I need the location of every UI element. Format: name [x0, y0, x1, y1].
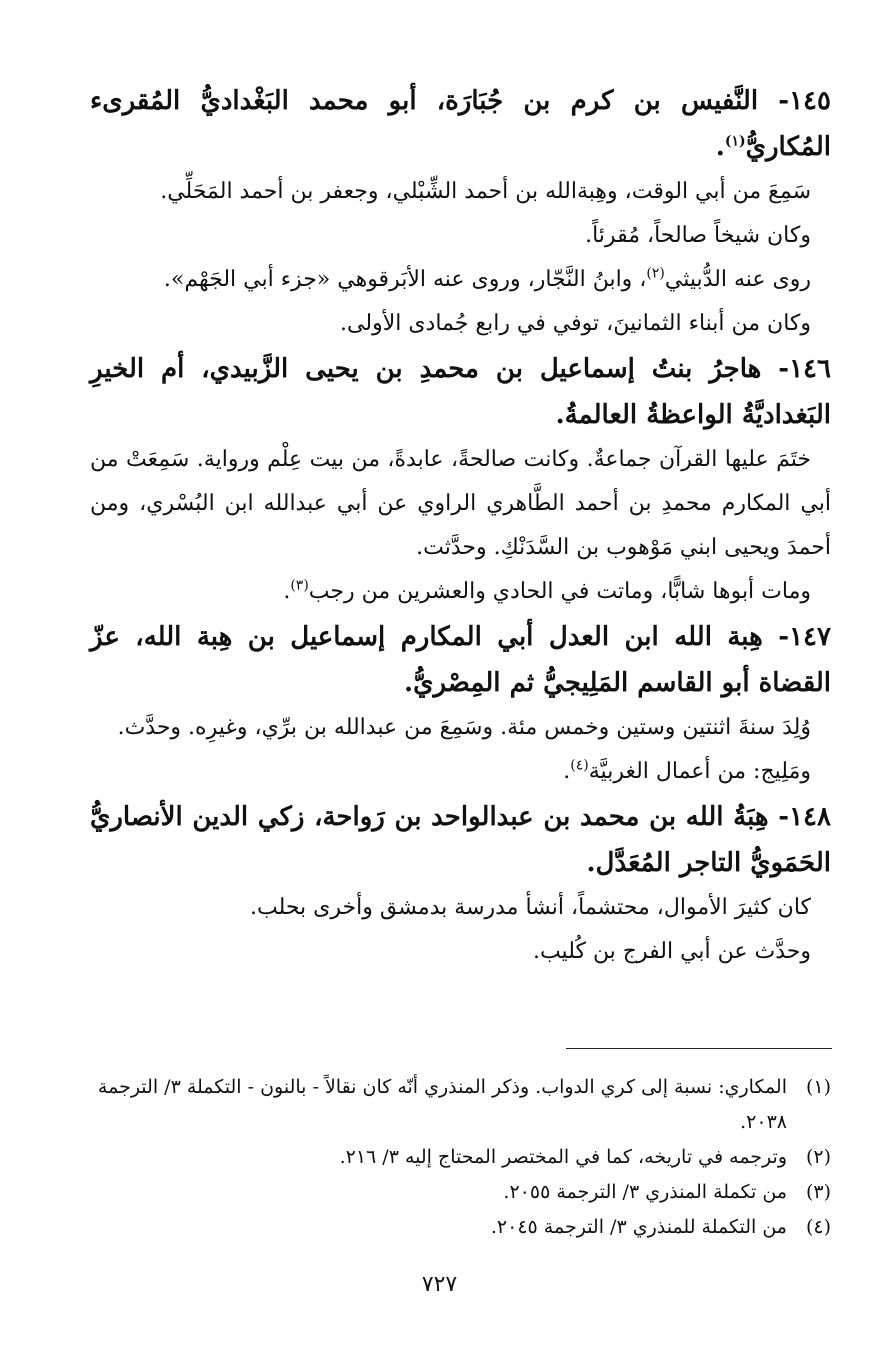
footnotes	[90, 1070, 831, 1245]
entry-147-paragraph-1: وُلِدَ سنةَ اثنتين وستين وخمس مئة. وسَمِعَ من عبدالله بن برِّي، وغيرِه. وحدَّث.	[117, 715, 811, 740]
entry-145-paragraph-1: سَمِعَ من أبي الوقت، وهِبةالله بن أحمد الشِّبْلي، وجعفر بن أحمد المَحَلِّي.	[160, 179, 811, 204]
entry-146-paragraph-1: ختَمَ عليها القرآن جماعةٌ. وكانت صالحةً، عابدةً، من بيت عِلْم ورواية. سَمِعَتْ من أبي المكارم محمدِ بن أحمد الطَّاهري الراوي عن أبي عبدالله ابن البُسْري، ومن أحمدَ ويحيى ابني مَوْهوب بن السَّدَنْكِ. وحدَّثت.	[90, 447, 831, 560]
footnote-ref-1: (١)	[724, 133, 746, 150]
footnote-text: من التكملة للمنذري ٣/ الترجمة ٢٠٤٥.	[490, 1216, 787, 1238]
entry-148-heading: ١٤٨- هِبَةُ الله بن محمد بن عبدالواحد بن رَواحة، زكي الدين الأنصاريُّ الحَمَويُّ التاجر المُعَدَّل.	[90, 802, 831, 878]
footnote-divider	[566, 1048, 832, 1049]
footnote-number: (٣)	[805, 1181, 831, 1203]
entry-145-heading: ١٤٥- النَّفيس بن كرم بن جُبَارَة، أبو محمد البَغْداديُّ المُقرىء المُكاريُّ$^{(١)}$.	[90, 86, 831, 162]
entry-145-paragraph-2: وكان شيخاً صالحاً، مُقرئاً.	[585, 223, 811, 248]
entry-147-heading: ١٤٧- هِبة الله ابن العدل أبي المكارم إسماعيل بن هِبة الله، عزّ القضاة أبو القاسم المَلِيجيُّ ثم المِصْريُّ.	[90, 622, 831, 698]
entry-145-paragraph-4: وكان من أبناء الثمانينَ، توفي في رابع جُمادى الأولى.	[340, 311, 811, 336]
footnote-number: (٢)	[805, 1146, 831, 1168]
footnote-1	[90, 1070, 831, 1140]
footnote-text: من تكملة المنذري ٣/ الترجمة ٢٠٥٥.	[503, 1181, 787, 1203]
entry-145-paragraph-3: روى عنه الدُّبيثي$^{(٢)}$، وابنُ النَّجّار، وروى عنه الأبَرقوهي «جزء أبي الجَهْم».	[163, 265, 811, 292]
footnote-number: (٤)	[805, 1216, 831, 1238]
footnote-2	[90, 1140, 831, 1175]
footnote-ref-4: (٤)	[570, 757, 589, 774]
footnote-ref-2: (٢)	[646, 265, 665, 282]
page-number: ٧٢٧	[421, 1272, 458, 1297]
entry-146-paragraph-2: ومات أبوها شابًّا، وماتت في الحادي والعشرين من رجب$^{(٣)}$.	[283, 577, 811, 604]
entry-146-heading: ١٤٦- هاجرُ بنتُ إسماعيل بن محمدِ بن يحيى الزَّبيدي، أم الخيرِ البَغداديَّةُ الواعظةُ العالمةُ.	[90, 354, 831, 430]
entry-148-paragraph-2: وحدَّث عن أبي الفرج بن كُليب.	[532, 939, 811, 964]
entry-148-paragraph-1: كان كثيرَ الأموال، محتشماً، أنشأ مدرسة بدمشق وأخرى بحلب.	[249, 895, 811, 920]
entry-147-paragraph-2: ومَلِيج: من أعمال الغربيَّة$^{(٤)}$.	[563, 757, 811, 784]
footnote-text: وترجمه في تاريخه، كما في المختصر المحتاج إليه ٣/ ٢١٦.	[339, 1146, 787, 1168]
footnote-3	[90, 1175, 831, 1210]
footnote-text: المكاري: نسبة إلى كري الدواب. وذكر المنذري أنّه كان نقالاً - بالنون - التكملة ٣/ الترجمة ٢٠٣٨.	[97, 1076, 787, 1133]
footnote-number: (١)	[805, 1076, 831, 1098]
footnote-ref-3: (٣)	[290, 577, 309, 594]
footnote-4	[90, 1210, 831, 1245]
main-text	[90, 78, 831, 974]
